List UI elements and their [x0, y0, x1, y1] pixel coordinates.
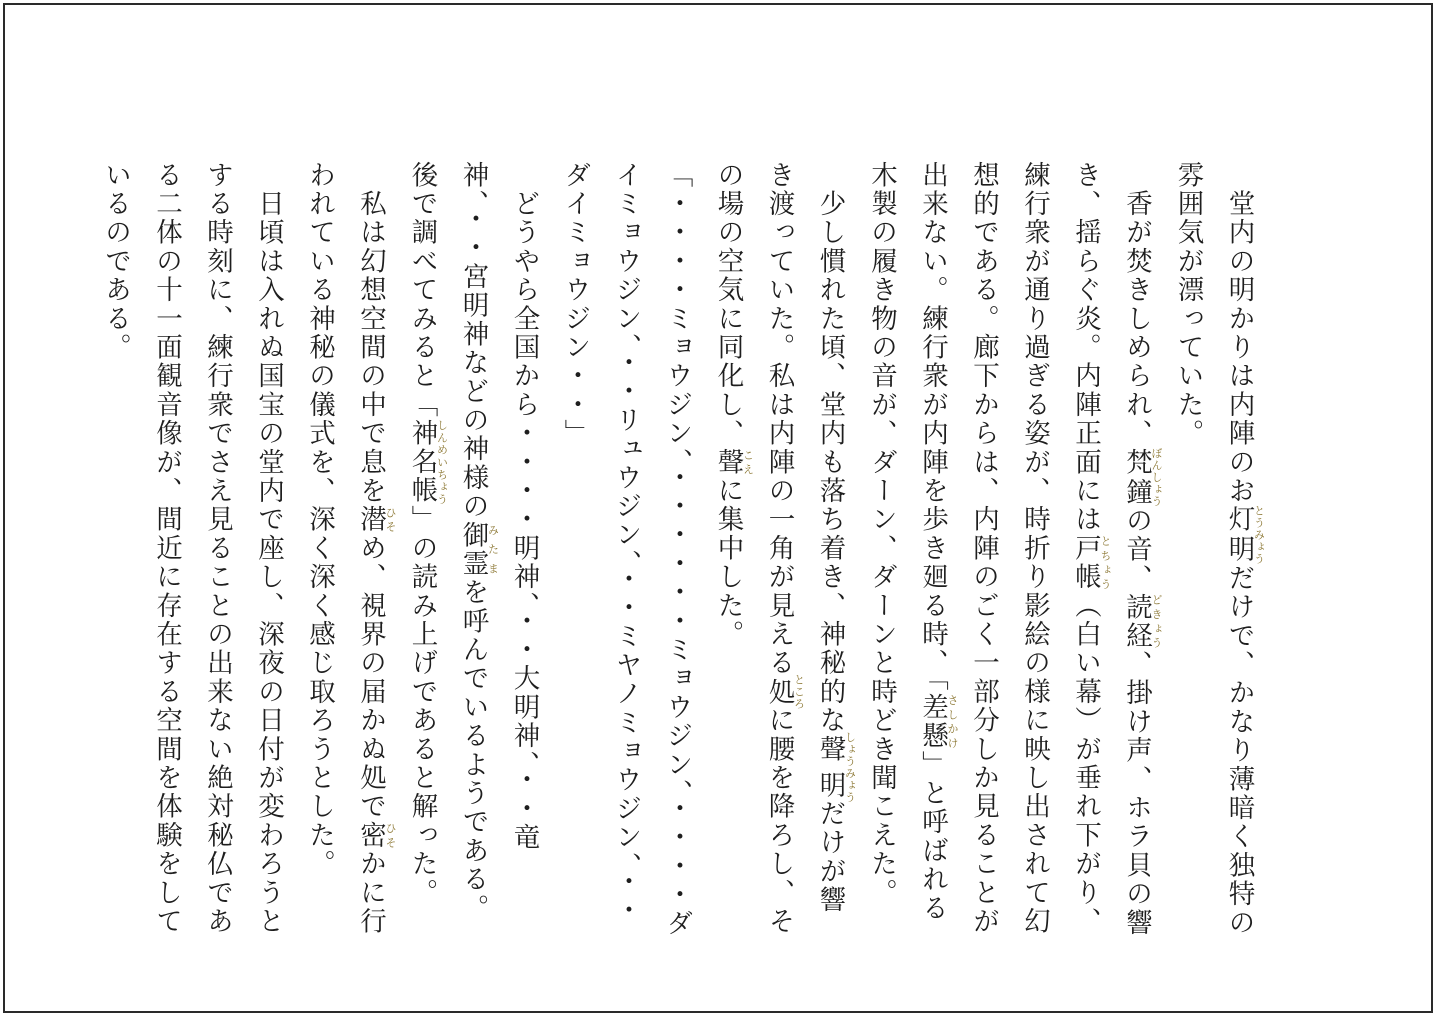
ruby-base: 戸帳	[1070, 534, 1101, 592]
paragraph	[397, 161, 550, 941]
ruby-base: 潜	[355, 505, 386, 535]
text-run: 堂内の明かりは内陣のお	[1223, 161, 1255, 506]
ruby-reading: ぼんしょう	[1150, 447, 1163, 508]
paragraph	[294, 161, 397, 941]
ruby-word	[814, 731, 857, 804]
ruby-word	[712, 448, 755, 477]
page-frame	[3, 3, 1433, 1013]
ruby-reading: しんめいちょう	[435, 419, 449, 506]
ruby-word	[1223, 504, 1266, 565]
vertical-text-body	[90, 161, 1265, 941]
text-run: （白い幕）が垂れ下がり、練行衆が通り過ぎる姿が、時折り影絵の様に映し出されて幻想的である。廊下からは、内陣のごく一部分しか見ることが出来ない。練行衆が内陣を歩き廻る時、「	[917, 161, 1101, 936]
text-run: かに行われている神秘の儀式を、深く深く感じ取ろうとした。	[304, 161, 386, 936]
ruby-base: 聲	[712, 448, 744, 477]
ruby-word	[355, 505, 397, 535]
ruby-reading: ひそ	[384, 821, 397, 850]
text-run: だけが響き渡っていた。私は内陣の一角が見える	[763, 161, 846, 915]
ruby-reading: ところ	[792, 673, 806, 710]
paragraph	[90, 161, 294, 941]
text-run: の音、	[1121, 506, 1152, 593]
ruby-base: 密	[355, 821, 386, 850]
text-run: 日頃は入れぬ国宝の堂内で座し、深夜の日付が変わろうとする時刻に、練行衆でさえ見ることの出来ない絶対秘仏である二体の十一面観音像が、間近に存在する空間を体験をしているのである。	[100, 161, 284, 936]
text-run: 香が焚きしめられ、	[1121, 161, 1152, 448]
text-run: 」の読み上げであると解った。	[406, 505, 438, 908]
ruby-base: 差懸	[917, 693, 948, 751]
ruby-word	[917, 693, 959, 751]
ruby-word	[457, 520, 500, 579]
text-run: だけで、かなり薄暗く独特の雰囲気が漂っていた。	[1172, 161, 1255, 938]
text-run: を呼んでいるようである。後で調べてみると「	[406, 161, 489, 923]
ruby-base: 処	[763, 673, 795, 710]
ruby-base: 梵鐘	[1121, 447, 1152, 508]
paragraph	[1163, 161, 1266, 941]
text-run: に腰を降ろし、その場の空気に同化し、	[712, 161, 795, 936]
ruby-word	[1121, 447, 1163, 508]
ruby-word	[355, 821, 397, 850]
text-run: 少し慣れた頃、堂内も落ち着き、神秘的な	[814, 161, 846, 735]
ruby-reading: どきょう	[1150, 592, 1163, 651]
ruby-word	[406, 419, 449, 506]
ruby-reading: さしかけ	[946, 693, 959, 751]
ruby-base: 御霊	[457, 520, 489, 579]
ruby-reading: こえ	[741, 448, 755, 477]
ruby-base: 灯明	[1223, 504, 1255, 565]
ruby-reading: とちょう	[1099, 534, 1112, 592]
text-run: 私は幻想空間の中で息を	[355, 161, 386, 506]
ruby-reading: しょうみょう	[843, 731, 857, 804]
paragraph	[550, 161, 703, 941]
text-run: に集中した。	[712, 476, 744, 649]
ruby-reading: みたま	[486, 520, 500, 579]
text-run: 、掛け声、ホラ貝の響き、揺らぐ炎。内陣正面には	[1070, 161, 1152, 938]
ruby-word	[1121, 592, 1163, 651]
text-run: どうやら全国から・・・・明神、・・大明神、・・竜神、・・宮明神などの神様の	[457, 161, 540, 852]
paragraph	[703, 161, 857, 941]
ruby-word	[763, 673, 806, 710]
ruby-base: 神名帳	[406, 419, 438, 506]
text-run: 「・・・・ミョウジン、・・・・・・ミョウジン、・・・・ダイミョウジン、・・リュウジン、・・ミヤノミョウジン、・・ダイミョウジン・・」	[559, 161, 693, 939]
text-run: め、視界の届かぬ処で	[355, 534, 386, 822]
paragraph	[856, 161, 1163, 941]
ruby-base: 聲明	[814, 731, 846, 804]
ruby-reading: ひそ	[384, 505, 397, 535]
ruby-base: 読経	[1121, 592, 1152, 651]
ruby-word	[1070, 534, 1112, 592]
text-run: 」と呼ばれる木製の履き物の音が、ダーン、ダーンと時どき聞こえた。	[866, 161, 948, 923]
ruby-reading: とうみょう	[1252, 504, 1266, 565]
